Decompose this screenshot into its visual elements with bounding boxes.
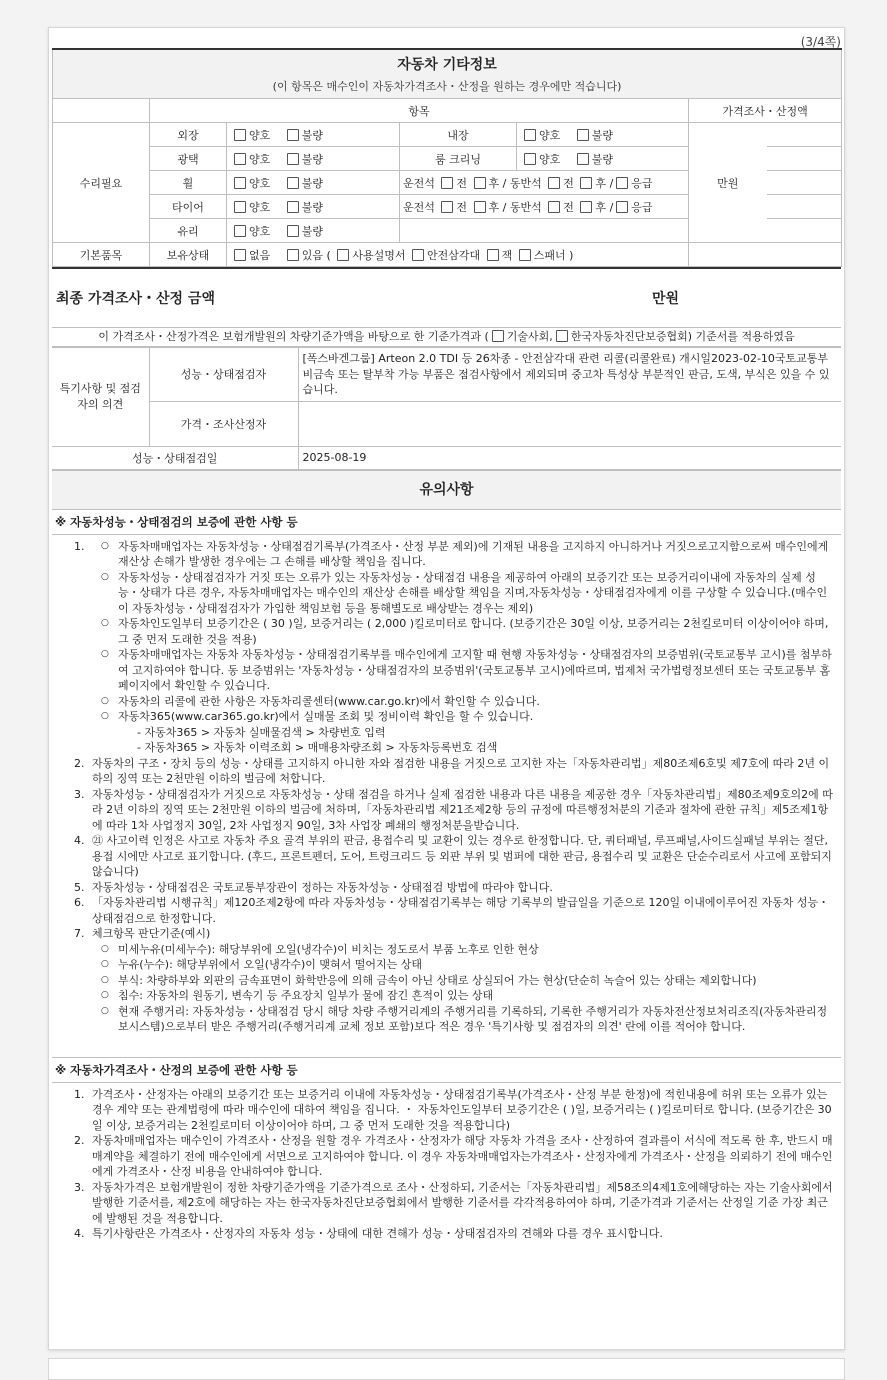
tire-passenger-front-checkbox[interactable] (548, 201, 560, 213)
gloss-good-checkbox[interactable] (234, 153, 246, 165)
triangle-checkbox[interactable] (412, 249, 424, 261)
circle-bullet-icon: ○ (101, 571, 109, 582)
room-cleaning-options: 양호 불량 (517, 147, 689, 171)
remarks-table (52, 347, 841, 470)
possession-has-checkbox[interactable] (287, 249, 299, 261)
tire-driver-front-checkbox[interactable] (441, 201, 453, 213)
circle-bullet-icon: ○ (101, 959, 109, 969)
tire-passenger-rear-checkbox[interactable] (580, 201, 592, 213)
list-item: 4. 특기사항란은 가격조사・산정자의 자동차 성능・상태에 대한 견해가 성능・상태점검자의 견해와 다를 경우 표시합니다. (74, 1227, 663, 1240)
tire-bad-checkbox[interactable] (287, 201, 299, 213)
possession-none-checkbox[interactable] (234, 249, 246, 261)
appraiser-label: 가격・조사산정자 (149, 401, 298, 446)
circle-bullet-icon: ○ (101, 990, 109, 1000)
engineer-society-checkbox[interactable] (492, 330, 504, 342)
price-cell-3 (767, 171, 842, 195)
remarks-label: 특기사항 및 점검자의 의견 (52, 348, 149, 447)
wheel-emergency-checkbox[interactable] (616, 177, 628, 189)
circle-bullet-icon: ○ (101, 695, 109, 706)
wheel-driver-front-checkbox[interactable] (441, 177, 453, 189)
circle-bullet-icon: ○ (101, 540, 109, 551)
col-item-header: 항목 (150, 99, 689, 123)
wheel-passenger-front-checkbox[interactable] (548, 177, 560, 189)
next-page-edge (48, 1358, 845, 1380)
room-cleaning-good-checkbox[interactable] (524, 153, 536, 165)
tire-emergency-checkbox[interactable] (616, 201, 628, 213)
circle-bullet-icon: ○ (101, 1005, 109, 1016)
bullet-item: ○ 자동차365(www.car365.go.kr)에서 실매물 조회 및 정비이력 확인을 할 수 있습니다. (101, 710, 534, 723)
page-number: (3/4쪽) (800, 35, 841, 49)
possession-label: 보유상태 (150, 243, 227, 267)
bullet-item: ○ 자동차성능・상태점검자가 거짓 또는 오류가 있는 자동차성능・상태점검 내용을 제공하여 아래의 보증기간 또는 보증거리이내에 자동차의 실제 성능・상태가 다른 경우, 자동차매매업자는 매수인의 재산상 손해를 배상할 책임을 지며,자동차성능・상태점검자에게 이를 구상할 수 있습니다.(매수인이 자동차성능・상태점검자가 가입한 책임보험 등을 통해별도로 배상받는 경우는 제외) (101, 570, 828, 615)
other-info-subtitle: (이 항목은 매수인이 자동차가격조사・산정을 원하는 경우에만 적습니다) (272, 80, 622, 93)
list-item: 5. 자동차성능・상태점검은 국토교통부장관이 정하는 자동차성능・상태점검 방법에 따라야 합니다. (74, 880, 553, 894)
list-item: 7. 체크항목 판단기준(예시) ○ 미세누유(미세누수): 해당부위에 오일(냉각수)이 비치는 정도로서 부품 노후로 인한 현상 ○ 누유(누수): 해당부위에서 오일(냉각수)이 맺혀서 떨어지는 상태 ○ 부식: 차량하부와 외판의 금속표면이 화학반응에 의해 금속이 아닌 상태로 상실되어 가는 현상(단순히 녹슬어 있는 상태는 제외합니다) ○ 침수: 자동차의 원동기, 변속기 등 주요장치 일부가 물에 잠긴 흔적이 있는 상태 ○ 현재 주행거리: 자동차성능・상태점검 당시 해당 차량 주행거리계의 주행거리를 기록하되, 기록한 주행거리가 자동차전산정보처리조직(자동차관리정보시스템)으로부터 받은 주행거리(주행거리계 교체 정보 포함)보다 적은 경우 '특기사항 및 점검자의 의견' 란에 이를 적어야 합니다. (52, 926, 835, 1035)
document-page (48, 27, 845, 1350)
circle-bullet-icon: ○ (101, 943, 109, 954)
gloss-options: 양호 불량 (227, 147, 400, 171)
gloss-bad-checkbox[interactable] (287, 153, 299, 165)
other-info-header (53, 49, 842, 99)
final-price-title: 최종 가격조사・산정 금액 (52, 268, 652, 328)
item7-bullets (92, 942, 835, 1035)
price-cell-2 (767, 147, 842, 171)
possession-options: 없음 있음 ( 사용설명서 안전삼각대 잭 스패너 ) (227, 243, 689, 267)
circle-bullet-icon: ○ (101, 649, 109, 659)
manual-checkbox[interactable] (337, 249, 349, 261)
bullet-item: ○ 침수: 자동차의 원동기, 변속기 등 주요장치 일부가 물에 잠긴 흔적이 있는 상태 (101, 989, 494, 1002)
gloss-label: 광택 (150, 147, 227, 171)
section2-list (52, 1083, 841, 1242)
list-item: 4. ㉑ 사고이력 인정은 사고로 자동차 주요 골격 부위의 판금, 용접수리 및 교환이 있는 경우로 한정합니다. 단, 쿼터패널, 루프패널,사이드실패널 부위는 절단, 용접 시에만 사고로 표기합니다. (후드, 프론트펜더, 도어, 트렁크리드 등 외판 부위 및 범퍼에 대한 판금, 용접수리 및 교환은 단순수리로서 사고에 포함되지않습니다) (74, 834, 832, 878)
room-cleaning-label: 룸 크리닝 (400, 147, 517, 171)
tire-label: 타이어 (150, 195, 227, 219)
list-item: 2. 자동차매매업자는 매수인이 가격조사・산정을 원할 경우 가격조사・산정자가 해당 자동차 가격을 조사・산정하여 결과를이 서식에 적도록 한 후, 반드시 매매계약을 체결하기 전에 매수인에게 서면으로 고지하여야 합니다. 이 경우 자동차매매업자는가격조사・산정자에게 가격조사・산정을 의뢰하기 전에 매수인에게 가격조사・산정 비용을 안내하여야 합니다. (74, 1134, 833, 1178)
sub-line: - 자동차365 > 자동차 이력조회 > 매매용차량조회 > 자동차등록번호 검색 (137, 741, 498, 754)
glass-options: 양호 불량 (227, 219, 400, 243)
circle-bullet-icon: ○ (101, 618, 109, 628)
tire-position-options: 운전석 전 후 / 동반석 전 후 / 응급 (400, 195, 689, 219)
final-price-note: 이 가격조사・산정가격은 보험개발원의 차량기준가액을 바탕으로 한 기준가격과 ( 기술사회, 한국자동차진단보증협회) 기준서를 적용하였음 (52, 328, 841, 347)
tire-good-checkbox[interactable] (234, 201, 246, 213)
exterior-options: 양호 불량 (227, 123, 400, 147)
wheel-bad-checkbox[interactable] (287, 177, 299, 189)
wheel-driver-rear-checkbox[interactable] (474, 177, 486, 189)
wheel-good-checkbox[interactable] (234, 177, 246, 189)
item1-bullets (92, 539, 835, 725)
repair-needed-label: 수리필요 (53, 123, 150, 243)
bullet-item: ○ 자동차의 리콜에 관한 사항은 자동차리콜센터(www.car.go.kr)에서 확인할 수 있습니다. (101, 694, 540, 708)
wheel-position-options: 운전석 전 후 / 동반석 전 후 / 응급 (400, 171, 689, 195)
other-info-title: 자동차 기타정보 (397, 57, 497, 73)
page-content (52, 48, 841, 1242)
price-cell-5 (767, 219, 842, 243)
possession-price-cell (689, 243, 842, 267)
appraiser-opinion (298, 401, 841, 446)
list-item: 1. 가격조사・산정자는 아래의 보증기간 또는 보증거리 이내에 자동차성능・상태점검기록부(가격조사・산정 부분 한정)에 적힌내용에 허위 또는 오류가 있는 경우 계약 또는 관계법령에 따라 매수인에 대하여 책임을 집니다. ・ 자동차인도일부터 보증기간은 ( )일, 보증거리는 ( )킬로미터로 합니다. (보증기간은 30일 이상, 보증거리는 2천킬로미터 이상이어야 하며, 그 중 먼저 도래한 것을 적용합니다) (74, 1087, 832, 1132)
bullet-item: ○ 미세누유(미세누수): 해당부위에 오일(냉각수)이 비치는 정도로서 부품 노후로 인한 현상 (101, 942, 539, 956)
section1-title: ※ 자동차성능・상태점검의 보증에 관한 사항 등 (52, 510, 841, 535)
other-info-table (52, 48, 842, 267)
section1-list (52, 535, 841, 1035)
wheel-options: 양호 불량 (227, 171, 400, 195)
tire-driver-rear-checkbox[interactable] (474, 201, 486, 213)
final-price-unit: 만원 (652, 268, 841, 328)
list-item: 1. ○ 자동차매매업자는 자동차성능・상태점검기록부(가격조사・산정 부분 제외)에 기재된 내용을 고지하지 아니하거나 거짓으로고지함으로써 매수인에게 재산상 손해가 발생한 경우에는 그 손해를 배상할 책임을 집니다. ○ 자동차성능・상태점검자가 거짓 또는 오류가 있는 자동차성능・상태점검 내용을 제공하여 아래의 보증기간 또는 보증거리이내에 자동차의 실제 성능・상태가 다른 경우, 자동차매매업자는 매수인의 재산상 손해를 배상할 책임을 지며,자동차성능・상태점검자에게 이를 구상할 수 있습니다.(매수인이 자동차성능・상태점검자가 가입한 책임보험 등을 통해별도로 배상받는 경우는 제외) ○ 자동차인도일부터 보증기간은 ( 30 )일, 보증거리는 ( 2,000 )킬로미터로 합니다. (보증기간은 30일 이상, 보증거리는 2천킬로미터 이상이어야 하며, 그 중 먼저 도래한 것을 적용) ○ 자동차매매업자는 자동차 자동차성능・상태점검기록부를 매수인에게 고지할 때 현행 자동차성능・상태점검자의 보증범위(국토교통부 고시)를 첨부하여 고지하여야 합니다. 동 보증범위는 '자동차성능・상태점검자의 보증범위'(국토교통부 고시)에따르며, 법제처 국가법령정보센터 또는 국토교통부 홈페이지에서 확인할 수 있습니다. ○ 자동차의 리콜에 관한 사항은 자동차리콜센터(www.car.go.kr)에서 확인할 수 있습니다. ○ 자동차365(www.car365.go.kr)에서 실매물 조회 및 정비이력 확인을 할 수 있습니다. - 자동차365 > 자동차 실매물검색 > 차량번호 입력 - 자동차365 > 자동차 이력조회 > 매매용차량조회 > 자동차등록번호 검색 (52, 539, 835, 756)
interior-label: 내장 (400, 123, 517, 147)
basic-items-label: 기본품목 (53, 243, 150, 267)
price-cell-4 (767, 195, 842, 219)
jack-checkbox[interactable] (487, 249, 499, 261)
glass-label: 유리 (150, 219, 227, 243)
inspection-date-label: 성능・상태점검일 (52, 446, 298, 469)
bullet-item: ○ 자동차인도일부터 보증기간은 ( 30 )일, 보증거리는 ( 2,000 )킬로미터로 합니다. (보증기간은 30일 이상, 보증거리는 2천킬로미터 이상이어야 하며, 그 중 먼저 도래한 것을 적용) (101, 617, 829, 646)
price-cell-1 (767, 123, 842, 147)
exterior-good-checkbox[interactable] (234, 129, 246, 141)
wheel-label: 휠 (150, 171, 227, 195)
list-item: 3. 자동차가격은 보험개발원이 정한 차량기준가액을 기준가격으로 조사・산정하되, 기준서는「자동차관리법」제58조의4제1호에해당하는 자는 기술사회에서 발행한 기준서를, 제2호에 해당하는 자는 한국자동차진단보증협회에서 발행한 기준서를 각각적용하여야 하며, 기준가격과 기준서는 산정일 기준 가장 최근에 발행된 것을 적용합니다. (74, 1180, 833, 1225)
interior-good-checkbox[interactable] (524, 129, 536, 141)
list-item: 6. 「자동차관리법 시행규칙」제120조제2항에 따라 자동차성능・상태점검기록부는 해당 기록부의 발급일을 기준으로 120일 이내에이루어진 자동차 성능・상태점검으로 한정합니다. (74, 896, 830, 925)
circle-bullet-icon: ○ (101, 974, 109, 985)
notice-title: 유의사항 (52, 471, 841, 510)
final-price-table (52, 267, 841, 347)
notice-section (52, 470, 841, 1242)
diagnosis-association-checkbox[interactable] (556, 330, 568, 342)
bullet-item: ○ 자동차매매업자는 자동차 자동차성능・상태점검기록부를 매수인에게 고지할 때 현행 자동차성능・상태점검자의 보증범위(국토교통부 고시)를 첨부하여 고지하여야 합니다. 동 보증범위는 '자동차성능・상태점검자의 보증범위'(국토교통부 고시)에따르며, 법제처 국가법령정보센터 또는 국토교통부 홈페이지에서 확인할 수 있습니다. (101, 648, 832, 692)
inspection-date-value: 2025-08-19 (298, 446, 841, 469)
glass-empty (400, 219, 689, 243)
sub-line: - 자동차365 > 자동차 실매물검색 > 차량번호 입력 (137, 725, 386, 739)
list-item: 2. 자동차의 구조・장치 등의 성능・상태를 고지하지 아니한 자와 점검한 내용을 거짓으로 고지한 자는「자동차관리법」제80조제6호및 제7호에 따라 2년 이하의 징역 또는 2천만원 이하의 벌금에 처합니다. (74, 756, 830, 785)
spanner-checkbox[interactable] (519, 249, 531, 261)
list-item: 3. 자동차성능・상태점검자가 거짓으로 자동차성능・상태 점검을 하거나 실제 점검한 내용과 다른 내용을 제공한 경우「자동차관리법」제80조제9호의2에 따라 2년 이하의 징역 또는 2천만원 이하의 벌금에 처하며,「자동차관리법 제21조제2항 등의 규정에 따른행정처분의 기준과 절차에 관한 규칙」제5조제1항에 따라 1차 사업정지 30일, 2차 사업정지 90일, 3차 사업장 폐쇄의 행정처분을받습니다. (74, 787, 833, 832)
interior-options: 양호 불량 (517, 123, 689, 147)
col-price-header: 가격조사・산정액 (689, 99, 842, 123)
exterior-bad-checkbox[interactable] (287, 129, 299, 141)
bullet-item: ○ 자동차매매업자는 자동차성능・상태점검기록부(가격조사・산정 부분 제외)에 기재된 내용을 고지하지 아니하거나 거짓으로고지함으로써 매수인에게 재산상 손해가 발생한 경우에는 그 손해를 배상할 책임을 집니다. (101, 539, 829, 568)
inspector-opinion: [폭스바겐그룹] Arteon 2.0 TDI 등 26차종 - 안전삼각대 관련 리콜(리콜완료) 개시일2023-02-10국토교통부비금속 또는 탈부착 가능 부품은 점검사항에서 제외되며 중고차 특성상 부분적인 판금, 도색, 부식은 있을 수 있습니다. (298, 348, 841, 402)
circle-bullet-icon: ○ (101, 711, 109, 721)
bullet-item: ○ 부식: 차량하부와 외판의 금속표면이 화학반응에 의해 금속이 아닌 상태로 상실되어 가는 현상(단순히 녹슬어 있는 상태는 제외합니다) (101, 973, 757, 987)
bullet-item: ○ 현재 주행거리: 자동차성능・상태점검 당시 해당 차량 주행거리계의 주행거리를 기록하되, 기록한 주행거리가 자동차전산정보처리조직(자동차관리정보시스템)으로부터 받은 주행거리(주행거리계 교체 정보 포함)보다 적은 경우 '특기사항 및 점검자의 의견' 란에 이를 적어야 합니다. (101, 1004, 828, 1033)
interior-bad-checkbox[interactable] (577, 129, 589, 141)
inspector-label: 성능・상태점검자 (149, 348, 298, 402)
tire-options: 양호 불량 (227, 195, 400, 219)
bullet-item: ○ 누유(누수): 해당부위에서 오일(냉각수)이 맺혀서 떨어지는 상태 (101, 958, 423, 971)
room-cleaning-bad-checkbox[interactable] (577, 153, 589, 165)
glass-good-checkbox[interactable] (234, 225, 246, 237)
blank-corner (53, 99, 150, 123)
glass-bad-checkbox[interactable] (287, 225, 299, 237)
wheel-passenger-rear-checkbox[interactable] (580, 177, 592, 189)
section2-title: ※ 자동차가격조사・산정의 보증에 관한 사항 등 (52, 1057, 841, 1083)
price-unit: 만원 (689, 123, 767, 243)
exterior-label: 외장 (150, 123, 227, 147)
